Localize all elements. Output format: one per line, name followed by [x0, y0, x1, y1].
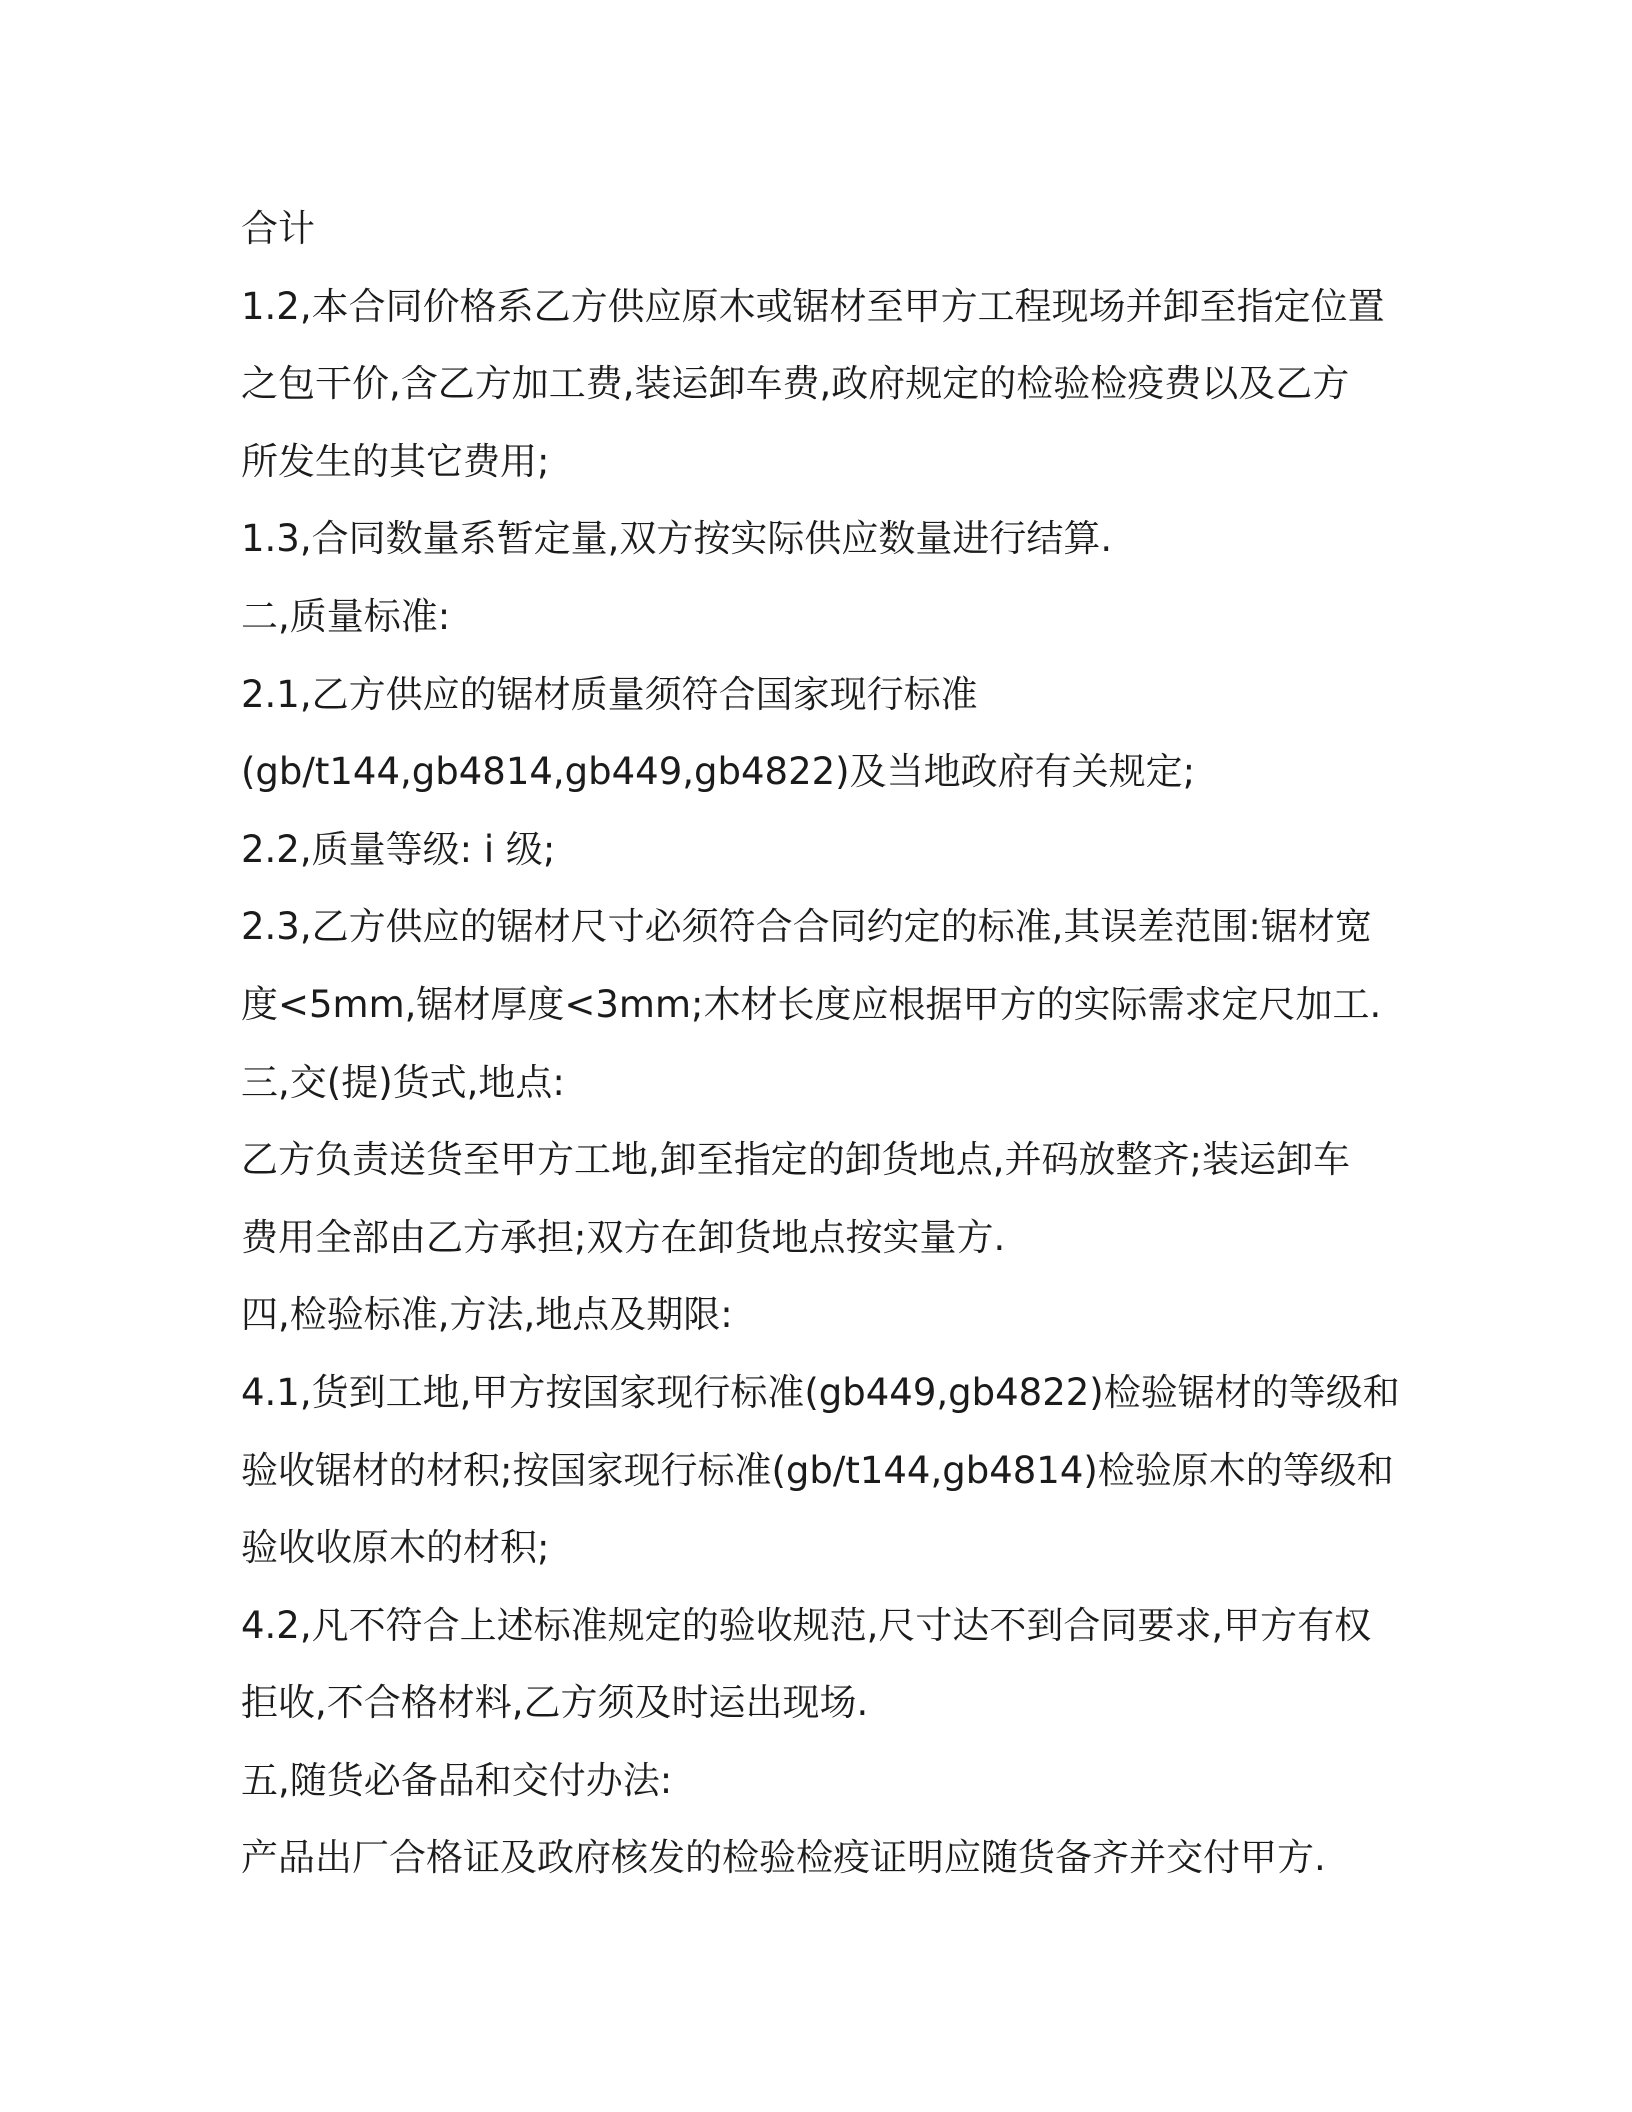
- text-line-clause-2-3-cont: 度<5mm,锯材厚度<3mm;木材长度应根据甲方的实际需求定尺加工.: [241, 982, 1382, 1026]
- text-line-total: 合计: [241, 207, 315, 250]
- text-line-clause-2-3: 2.3,乙方供应的锯材尺寸必须符合合同约定的标准,其误差范围:锯材宽: [241, 905, 1372, 949]
- text-line-clause-2-2: 2.2,质量等级: i 级;: [241, 827, 556, 871]
- text-line-clause-4-2: 4.2,凡不符合上述标准规定的验收规范,尺寸达不到合同要求,甲方有权: [241, 1603, 1372, 1647]
- text-line-clause-1-2-cont: 所发生的其它费用;: [241, 439, 550, 483]
- text-line-clause-2-1-cont: (gb/t144,gb4814,gb449,gb4822)及当地政府有关规定;: [241, 750, 1196, 794]
- section-heading-quality: 二,质量标准:: [241, 594, 451, 638]
- text-line-clause-2-1: 2.1,乙方供应的锯材质量须符合国家现行标准: [241, 672, 978, 716]
- section-heading-delivery: 三,交(提)货式,地点:: [241, 1060, 565, 1104]
- text-line-clause-1-2-cont: 之包干价,含乙方加工费,装运卸车费,政府规定的检验检疫费以及乙方: [241, 362, 1350, 406]
- text-line-accessories: 产品出厂合格证及政府核发的检验检疫证明应随货备齐并交付甲方.: [241, 1836, 1326, 1880]
- text-line-clause-1-2: 1.2,本合同价格系乙方供应原木或锯材至甲方工程现场并卸至指定位置: [241, 284, 1385, 328]
- section-heading-accessories: 五,随货必备品和交付办法:: [241, 1758, 673, 1802]
- section-heading-inspection: 四,检验标准,方法,地点及期限:: [241, 1293, 733, 1337]
- text-line-clause-4-1: 4.1,货到工地,甲方按国家现行标准(gb449,gb4822)检验锯材的等级和: [241, 1370, 1400, 1414]
- text-line-clause-4-1-cont: 验收锯材的材积;按国家现行标准(gb/t144,gb4814)检验原木的等级和: [241, 1448, 1394, 1492]
- text-line-delivery: 乙方负责送货至甲方工地,卸至指定的卸货地点,并码放整齐;装运卸车: [241, 1138, 1350, 1182]
- text-line-clause-4-2-cont: 拒收,不合格材料,乙方须及时运出现场.: [241, 1681, 869, 1725]
- document-body: [241, 190, 1401, 1897]
- text-line-delivery-cont: 费用全部由乙方承担;双方在卸货地点按实量方.: [241, 1215, 1006, 1259]
- text-line-clause-1-3: 1.3,合同数量系暂定量,双方按实际供应数量进行结算.: [241, 517, 1113, 561]
- text-line-clause-4-1-cont: 验收收原木的材积;: [241, 1526, 550, 1570]
